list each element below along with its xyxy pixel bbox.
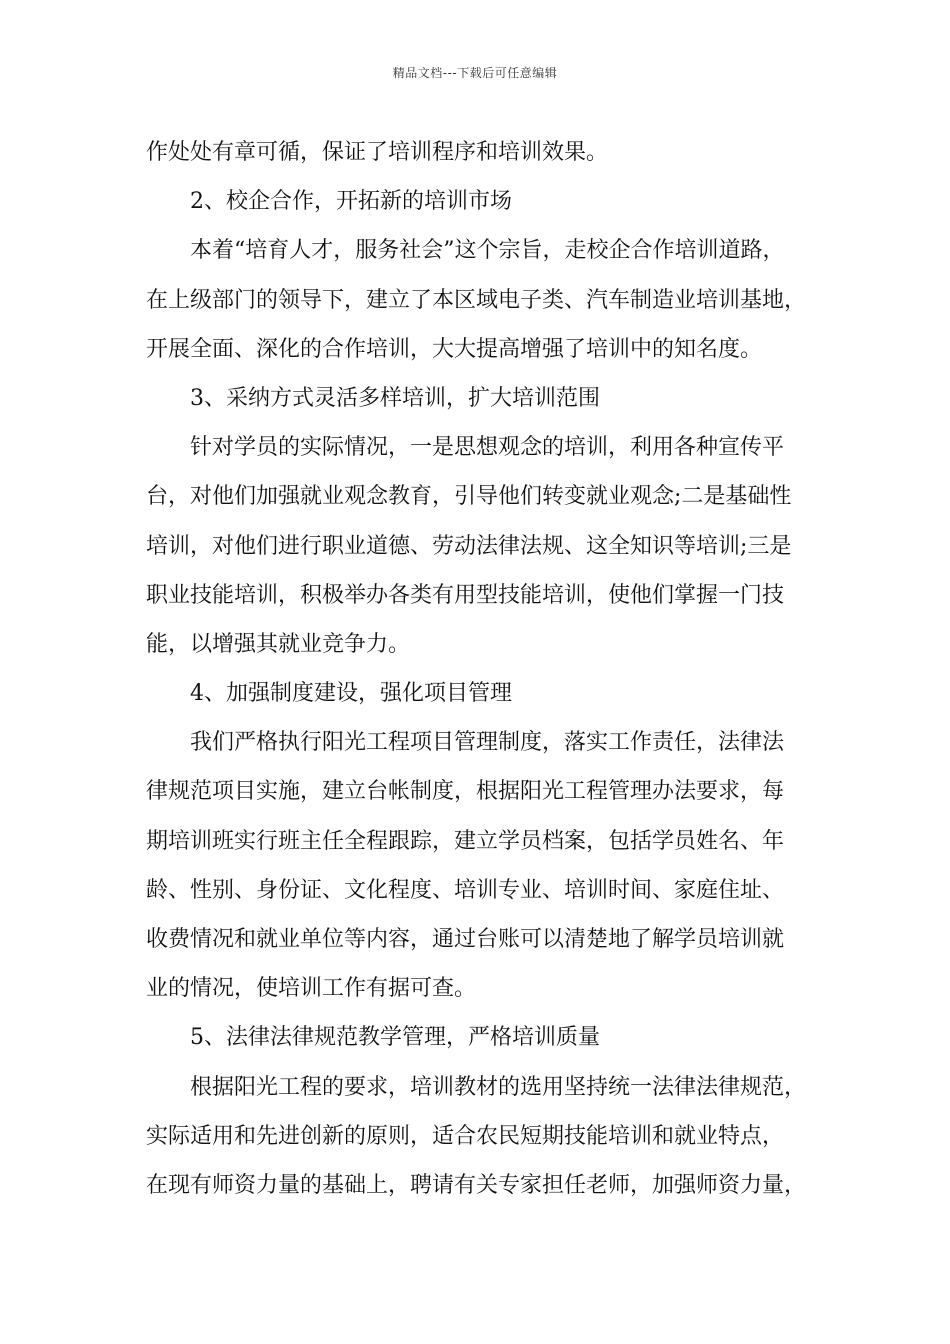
text-line: 在上级部门的领导下，建立了本区域电子类、汽车制造业培训基地， — [146, 287, 807, 313]
section-heading: 5、法律法律规范教学管理，严格培训质量 — [190, 1025, 600, 1051]
paragraph-first-line: 针对学员的实际情况，一是思想观念的培训，利用各种宣传平 — [190, 435, 785, 461]
text-line: 作处处有章可循，保证了培训程序和培训效果。 — [146, 140, 609, 165]
paragraph-first-line: 我们严格执行阳光工程项目管理制度，落实工作责任，法律法 — [190, 730, 785, 756]
text-line: 台，对他们加强就业观念教育，引导他们转变就业观念;二是基础性 — [146, 484, 792, 510]
text-line: 能，以增强其就业竞争力。 — [146, 631, 411, 657]
text-line: 实际适用和先进创新的原则，适合农民短期技能培训和就业特点， — [146, 1123, 785, 1149]
text-line: 律规范项目实施，建立台帐制度，根据阳光工程管理办法要求，每 — [146, 779, 785, 805]
document-body — [146, 128, 836, 1210]
text-line: 龄、性别、身份证、文化程度、培训专业、培训时间、家庭住址、 — [146, 877, 785, 903]
text-line: 开展全面、深化的合作培训，大大提高增强了培训中的知名度。 — [146, 336, 763, 362]
section-heading: 4、加强制度建设，强化项目管理 — [190, 681, 512, 707]
page-header: 精品文档---下载后可任意编辑 — [392, 66, 558, 80]
text-line: 职业技能培训，积极举办各类有用型技能培训，使他们掌握一门技 — [146, 582, 785, 608]
text-line: 收费情况和就业单位等内容，通过台账可以清楚地了解学员培训就 — [146, 927, 785, 952]
paragraph-first-line: 根据阳光工程的要求，培训教材的选用坚持统一法律法律规范， — [190, 1074, 807, 1100]
section-heading: 2、校企合作，开拓新的培训市场 — [190, 189, 512, 215]
section-heading: 3、采纳方式灵活多样培训，扩大培训范围 — [190, 385, 600, 411]
text-line: 期培训班实行班主任全程跟踪，建立学员档案，包括学员姓名、年 — [146, 828, 785, 854]
text-line: 业的情况，使培训工作有据可查。 — [146, 976, 477, 1002]
text-line: 培训，对他们进行职业道德、劳动法律法规、这全知识等培训;三是 — [146, 533, 792, 559]
paragraph-first-line: 本着“培育人才，服务社会”这个宗旨，走校企合作培训道路， — [190, 238, 785, 264]
text-line: 在现有师资力量的基础上，聘请有关专家担任老师，加强师资力量， — [146, 1172, 807, 1198]
